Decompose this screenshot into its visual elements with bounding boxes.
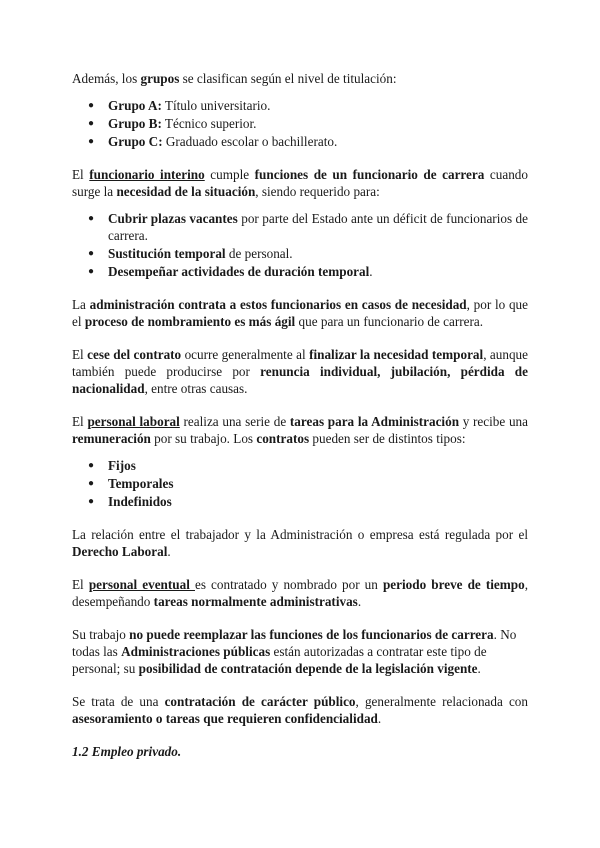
text: Su trabajo (72, 627, 130, 642)
bold-text: tareas para la Administración (289, 414, 460, 429)
text: , generalmente relacionada con (355, 694, 528, 709)
text: , aunque también puede producirse por (72, 347, 528, 379)
bold-text: Indefinidos (108, 494, 172, 509)
bold-text: Desempeñar actividades de duración temporal (108, 264, 370, 279)
bold-text: remuneración (72, 431, 151, 446)
bold-text: finalizar la necesidad temporal (309, 347, 484, 362)
bold-text: Grupo A: (108, 98, 162, 113)
text: , desempeñando (72, 577, 528, 609)
text: cumple (204, 167, 255, 182)
text: realiza una serie de (179, 414, 290, 429)
bold-text: Fijos (108, 458, 136, 473)
list-item (72, 475, 528, 492)
list-item (72, 263, 528, 280)
bold-text: cese del contrato (87, 347, 182, 362)
text: El (72, 347, 88, 362)
bold-underlined-text: personal eventual (88, 577, 195, 592)
list-item (72, 493, 528, 510)
text: La (72, 297, 90, 312)
text: Se trata de una (72, 694, 165, 709)
text: y recibe una (459, 414, 529, 429)
paragraph-funcionario-interino (72, 166, 528, 200)
bold-text: Administraciones públicas (121, 644, 271, 659)
list-item (72, 115, 528, 132)
list-item (72, 245, 528, 262)
bold-text: Derecho Laboral (72, 544, 168, 559)
paragraph-personal-eventual (72, 576, 528, 610)
text: que para un funcionario de carrera. (295, 314, 484, 329)
bullet-icon: ● (88, 213, 95, 224)
paragraph-cese (72, 346, 528, 397)
bullet-icon: ● (88, 100, 95, 111)
text: El (72, 167, 90, 182)
bold-text: administración contrata a estos funcionarios en casos de necesidad (89, 297, 467, 312)
bold-text: Cubrir plazas vacantes (108, 211, 238, 226)
paragraph-derecho-laboral (72, 526, 528, 560)
list-item (72, 133, 528, 150)
text: por su trabajo. Los (150, 431, 257, 446)
text: se clasifican según el nivel de titulación: (179, 71, 397, 86)
text: están autorizadas a contratar este tipo de personal; su (72, 644, 487, 676)
bold-underlined-text: funcionario interino (89, 167, 205, 182)
bold-text: renuncia individual, jubilación, pérdida de nacionalidad (72, 364, 528, 396)
bold-text: funciones de un funcionario de carrera (254, 167, 485, 182)
contract-types-list (72, 457, 528, 510)
bold-underlined-text: personal laboral (87, 414, 180, 429)
bold-text: contratos (256, 431, 310, 446)
bullet-icon: ● (88, 496, 95, 507)
text: Además, los (72, 71, 141, 86)
groups-list (72, 97, 528, 150)
paragraph-su-trabajo (72, 626, 528, 677)
text: . No todas las (72, 627, 517, 659)
document-page (72, 70, 528, 760)
bullet-icon: ● (88, 118, 95, 129)
text: , por lo que el (72, 297, 528, 329)
bold-text: Temporales (108, 476, 174, 491)
text: El (72, 414, 88, 429)
bullet-icon: ● (88, 136, 95, 147)
text: El (72, 577, 89, 592)
text: Título universitario. (161, 98, 271, 113)
bold-text: Sustitución temporal (108, 246, 226, 261)
paragraph-groups-intro (72, 70, 528, 87)
text: es contratado y nombrado por un (194, 577, 383, 592)
bold-text: asesoramiento o tareas que requieren confidencialidad (72, 711, 378, 726)
text: . (369, 264, 373, 279)
text: ocurre generalmente al (181, 347, 310, 362)
text: . (377, 711, 382, 726)
bullet-icon: ● (88, 266, 95, 277)
text: Graduado escolar o bachillerato. (162, 134, 338, 149)
bold-text: Grupo B: (108, 116, 162, 131)
list-item (72, 210, 528, 244)
paragraph-administracion (72, 296, 528, 330)
bold-text: proceso de nombramiento es más ágil (84, 314, 296, 329)
bold-text: Grupo C: (108, 134, 163, 149)
text: Técnico superior. (161, 116, 257, 131)
bold-text: posibilidad de contratación depende de la legislación vigente (138, 661, 478, 676)
bold-text: periodo breve de tiempo (382, 577, 525, 592)
text: La relación entre el trabajador y la Administración o empresa está regulada por el (72, 527, 528, 542)
text: de personal. (225, 246, 293, 261)
list-item (72, 97, 528, 114)
bullet-icon: ● (88, 478, 95, 489)
interino-list (72, 210, 528, 280)
bold-text: grupos (140, 71, 180, 86)
section-heading: 1.2 Empleo privado. (72, 744, 182, 759)
bold-text: no puede reemplazar las funciones de los funcionarios de carrera (129, 627, 494, 642)
paragraph-contratacion (72, 693, 528, 727)
paragraph-personal-laboral (72, 413, 528, 447)
text: pueden ser de distintos tipos: (309, 431, 466, 446)
bullet-icon: ● (88, 248, 95, 259)
bold-text: tareas normalmente administrativas (153, 594, 358, 609)
bullet-icon: ● (88, 460, 95, 471)
bold-text: necesidad de la situación (116, 184, 256, 199)
text: por parte del Estado ante un déficit de funcionarios de carrera. (108, 211, 529, 243)
text: . (167, 544, 171, 559)
list-item (72, 457, 528, 474)
text: . (357, 594, 362, 609)
text: , entre otras causas. (144, 381, 248, 396)
text: cuando surge la (72, 167, 528, 199)
bold-text: contratación de carácter público (164, 694, 356, 709)
text: , siendo requerido para: (255, 184, 380, 199)
text: . (477, 661, 481, 676)
